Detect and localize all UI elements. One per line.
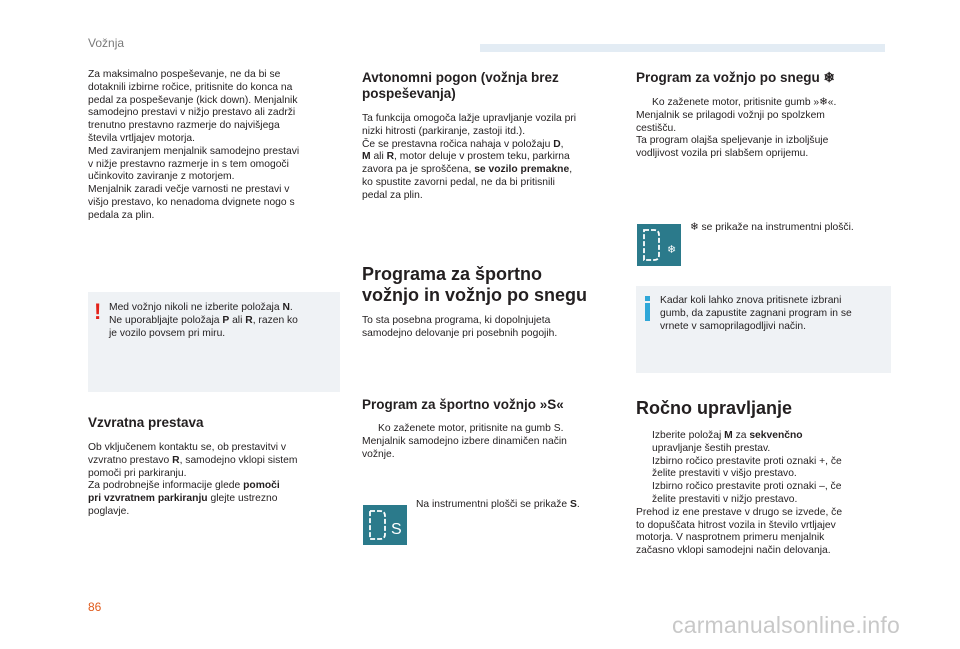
manual-control-paragraph: Izberite položaj M za sekvenčno upravljanje šestih prestav. Izbirno ročico prestavite proti oznaki +, če želite prestaviti v višjo prestavo. Izbirno ročico prestavite proti oznaki –, če želite prestaviti v nižjo prestavo. Prehod iz ene prestave v drugo se izvede, če to dopuščata hitrost vozila in število vrtljajev motorja. V nasprotnem primeru menjalnik začasno vklopi samodejni način delovanja. — [636, 430, 843, 557]
text-line: Menjalnik zaradi večje varnosti ne prestavi v — [88, 184, 290, 196]
text-line: Med zaviranjem menjalnik samodejno prestavi — [88, 145, 300, 157]
reverse-gear-paragraph: Ob vključenem kontaktu se, ob prestavitvi v vzvratno prestavo R, samodejno vklopi sistem pomoči pri parkiranju. Za podrobnejše informacije glede pomoči pri vzvratnem parkiranju glejte ustrezno poglavje. — [88, 442, 298, 517]
sport-program-paragraph: Ko zaženete motor, pritisnite na gumb S. Menjalnik samodejno izbere dinamičen način vožnje. — [362, 423, 567, 460]
text-line: višjo prestavo, ko nenadoma dvignete nogo s — [88, 196, 295, 208]
snow-dashboard-icon — [637, 224, 681, 266]
programs-paragraph: To sta posebna programa, ki dopolnjujeta samodejno delovanje pri posebnih pogojih. — [362, 315, 558, 339]
programs-heading: Programa za športno vožnjo in vožnjo po snegu — [362, 264, 587, 305]
sport-display-text: Na instrumentni plošči se prikaže S. — [416, 499, 580, 510]
text-line: trenutno prestavno razmerje do najvišjega — [88, 120, 280, 132]
text-line: števila vrtljajev motorja. — [88, 132, 196, 144]
info-box — [636, 286, 891, 373]
sport-dashboard-icon — [363, 505, 407, 545]
section-title: Vožnja — [88, 36, 125, 50]
info-icon — [645, 303, 650, 321]
header-bar — [480, 44, 885, 52]
warning-icon: ! — [94, 299, 102, 324]
text-line: samodejno prestavi v nižjo prestavo ali zadrži — [88, 107, 296, 119]
snow-program-heading: Program za vožnjo po snegu ❄ — [636, 70, 835, 85]
text-line: pedala za plin. — [88, 209, 155, 221]
sport-letter: S — [391, 521, 402, 538]
snowflake-icon: ❄ — [667, 244, 677, 256]
page-number: 86 — [88, 600, 102, 614]
manual-control-heading: Ročno upravljanje — [636, 398, 793, 418]
info-text: Kadar koli lahko znova pritisnete izbrani gumb, da zapustite zagnani program in se vrnete v samoprilagodljivi način. — [660, 295, 852, 332]
reverse-gear-heading: Vzvratna prestava — [88, 415, 204, 430]
text-line: pedal za pospeševanje (kick down). Menjalnik — [88, 94, 298, 106]
snow-display-text: ❄ se prikaže na instrumentni plošči. — [690, 222, 854, 233]
text-line: dotaknili izbirne ročice, pritisnite do konca na — [88, 81, 293, 93]
autonomous-drive-paragraph: Ta funkcija omogoča lažje upravljanje vozila pri nizki hitrosti (parkiranje, zastoji itd.). Če se prestavna ročica nahaja v položaju D, M ali R, motor deluje v prostem teku, parkirna zavora pa je sproščena, se vozilo premakne, ko spustite zavorni pedal, ne da bi pritisnili pedal za plin. — [362, 113, 577, 201]
autonomous-drive-heading: Avtonomni pogon (vožnja brez pospeševanja) — [362, 70, 559, 101]
watermark: carmanualsonline.info — [672, 612, 900, 638]
info-icon-dot — [645, 296, 650, 301]
text-line: Za maksimalno pospeševanje, ne da bi se — [88, 69, 281, 80]
sport-program-heading: Program za športno vožnjo »S« — [362, 397, 564, 412]
intro-paragraph — [88, 69, 340, 223]
text-line: učinkovito zaviranje z motorjem. — [88, 171, 235, 183]
warning-text: Med vožnjo nikoli ne izberite položaja N. Ne uporabljajte položaja P ali R, razen ko je vozilo povsem pri miru. — [109, 302, 298, 339]
snow-program-paragraph: Ko zaženete motor, pritisnite gumb »❄«. Menjalnik se prilagodi vožnji po spolzkem cestišču. Ta program olajša speljevanje in izboljšuje vodljivost vozila pri slabšem oprijemu. — [636, 97, 837, 160]
text-line: v nižje prestavno razmerje in s tem omogoči — [88, 158, 289, 170]
warning-box — [88, 292, 340, 392]
